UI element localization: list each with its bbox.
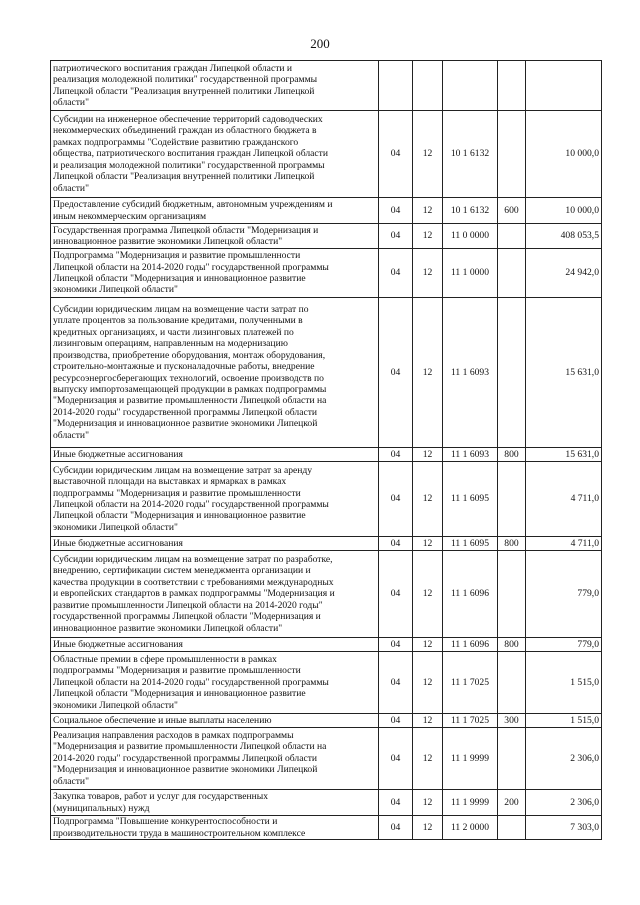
target-article-cell: 11 1 9999 <box>443 790 498 816</box>
amount-cell: 15 631,0 <box>526 298 602 448</box>
section-cell: 04 <box>379 111 413 198</box>
table-row <box>51 249 602 298</box>
row-name-cell: Государственная программа Липецкой области "Модернизация и инновационное развитие экономики Липецкой области" <box>51 224 379 249</box>
amount-cell: 15 631,0 <box>526 448 602 462</box>
section-cell <box>379 61 413 111</box>
target-article-cell: 11 1 7025 <box>443 714 498 728</box>
target-article-cell: 10 1 6132 <box>443 198 498 224</box>
amount-cell: 779,0 <box>526 551 602 638</box>
expense-type-cell: 800 <box>498 638 526 652</box>
amount-cell: 2 306,0 <box>526 790 602 816</box>
section-cell: 04 <box>379 537 413 551</box>
row-name-cell: Подпрограмма "Модернизация и развитие промышленности Липецкой области на 2014-2020 годы" государственной программы Липецкой области "Модернизация и инновационное развитие экономики Липецкой области" <box>51 249 379 298</box>
expense-type-cell <box>498 728 526 790</box>
table-row <box>51 448 602 462</box>
target-article-cell: 11 2 0000 <box>443 816 498 840</box>
expense-type-cell: 800 <box>498 537 526 551</box>
amount-cell: 4 711,0 <box>526 537 602 551</box>
row-name-cell: Областные премии в сфере промышленности в рамках подпрограммы "Модернизация и развитие промышленности Липецкой области на 2014-2020 годы" государственной программы Липецкой области "Модернизация и инновационное развитие экономики Липецкой области" <box>51 652 379 714</box>
table-row <box>51 652 602 714</box>
subsection-cell: 12 <box>413 551 443 638</box>
expense-type-cell <box>498 111 526 198</box>
expense-type-cell <box>498 298 526 448</box>
subsection-cell: 12 <box>413 728 443 790</box>
amount-cell: 2 306,0 <box>526 728 602 790</box>
row-name-cell: Субсидии юридическим лицам на возмещение затрат по разработке, внедрению, сертификации систем менеджмента организации и качества продукции в соответствии с требованиями международных и европейских стандартов в рамках подпрограммы "Модернизация и развитие промышленности Липецкой области на 2014-2020 годы" государственной программы Липецкой области "Модернизация и инновационное развитие экономики Липецкой области" <box>51 551 379 638</box>
row-name-cell: Предоставление субсидий бюджетным, автономным учреждениям и иным некоммерческим организациям <box>51 198 379 224</box>
subsection-cell: 12 <box>413 714 443 728</box>
amount-cell: 7 303,0 <box>526 816 602 840</box>
subsection-cell: 12 <box>413 298 443 448</box>
section-cell: 04 <box>379 790 413 816</box>
amount-cell: 779,0 <box>526 638 602 652</box>
table-row <box>51 728 602 790</box>
target-article-cell: 10 1 6132 <box>443 111 498 198</box>
table-row <box>51 111 602 198</box>
subsection-cell: 12 <box>413 652 443 714</box>
table-row <box>51 551 602 638</box>
section-cell: 04 <box>379 448 413 462</box>
row-name-cell: Социальное обеспечение и иные выплаты населению <box>51 714 379 728</box>
target-article-cell: 11 1 6095 <box>443 537 498 551</box>
expense-type-cell: 600 <box>498 198 526 224</box>
amount-cell: 408 053,5 <box>526 224 602 249</box>
amount-cell: 24 942,0 <box>526 249 602 298</box>
budget-table-body <box>51 61 602 840</box>
subsection-cell: 12 <box>413 249 443 298</box>
target-article-cell: 11 1 9999 <box>443 728 498 790</box>
row-name-cell: Иные бюджетные ассигнования <box>51 448 379 462</box>
row-name-cell: Субсидии юридическим лицам на возмещение части затрат по уплате процентов за пользование кредитами, полученными в кредитных организациях, и части лизинговых платежей по лизинговым операциям, направленным на модернизацию производства, приобретение оборудования, монтаж оборудования, строительно-монтажные и пусконаладочные работы, внедрение ресурсоэнергосберегающих технологий, освоение производств по выпуску импортозамещающей продукции в рамках подпрограммы "Модернизация и развитие промышленности Липецкой области на 2014-2020 годы" государственной программы Липецкой области "Модернизация и инновационное развитие экономики Липецкой области" <box>51 298 379 448</box>
section-cell: 04 <box>379 714 413 728</box>
table-row <box>51 714 602 728</box>
section-cell: 04 <box>379 728 413 790</box>
target-article-cell: 11 1 6096 <box>443 551 498 638</box>
row-name-cell: Субсидии юридическим лицам на возмещение затрат за аренду выставочной площади на выставках и ярмарках в рамках подпрограммы "Модернизация и развитие промышленности Липецкой области на 2014-2020 годы" государственной программы Липецкой области "Модернизация и инновационное развитие экономики Липецкой области" <box>51 462 379 537</box>
page-number: 200 <box>310 36 330 51</box>
target-article-cell <box>443 61 498 111</box>
subsection-cell: 12 <box>413 790 443 816</box>
section-cell: 04 <box>379 638 413 652</box>
section-cell: 04 <box>379 298 413 448</box>
expense-type-cell <box>498 61 526 111</box>
row-name-cell: патриотического воспитания граждан Липецкой области и реализация молодежной политики" государственной программы Липецкой области "Реализация внутренней политики Липецкой области" <box>51 61 379 111</box>
amount-cell: 4 711,0 <box>526 462 602 537</box>
table-row <box>51 61 602 111</box>
subsection-cell: 12 <box>413 638 443 652</box>
row-name-cell: Иные бюджетные ассигнования <box>51 537 379 551</box>
table-row <box>51 638 602 652</box>
table-row <box>51 298 602 448</box>
table-row <box>51 537 602 551</box>
table-row <box>51 198 602 224</box>
subsection-cell: 12 <box>413 816 443 840</box>
expense-type-cell <box>498 462 526 537</box>
expense-type-cell <box>498 551 526 638</box>
amount-cell <box>526 61 602 111</box>
amount-cell: 10 000,0 <box>526 111 602 198</box>
target-article-cell: 11 0 0000 <box>443 224 498 249</box>
expense-type-cell: 200 <box>498 790 526 816</box>
row-name-cell: Реализация направления расходов в рамках подпрограммы "Модернизация и развитие промышленности Липецкой области на 2014-2020 годы" государственной программы Липецкой области "Модернизация и инновационное развитие экономики Липецкой области" <box>51 728 379 790</box>
budget-table <box>50 60 602 840</box>
section-cell: 04 <box>379 816 413 840</box>
expense-type-cell <box>498 224 526 249</box>
table-row <box>51 462 602 537</box>
section-cell: 04 <box>379 224 413 249</box>
subsection-cell: 12 <box>413 537 443 551</box>
subsection-cell <box>413 61 443 111</box>
target-article-cell: 11 1 6093 <box>443 298 498 448</box>
amount-cell: 1 515,0 <box>526 652 602 714</box>
table-row <box>51 790 602 816</box>
target-article-cell: 11 1 6093 <box>443 448 498 462</box>
table-row <box>51 224 602 249</box>
expense-type-cell: 800 <box>498 448 526 462</box>
section-cell: 04 <box>379 551 413 638</box>
section-cell: 04 <box>379 198 413 224</box>
row-name-cell: Подпрограмма "Повышение конкурентоспособности и производительности труда в машиностроительном комплексе <box>51 816 379 840</box>
amount-cell: 1 515,0 <box>526 714 602 728</box>
subsection-cell: 12 <box>413 198 443 224</box>
expense-type-cell <box>498 816 526 840</box>
target-article-cell: 11 1 6095 <box>443 462 498 537</box>
subsection-cell: 12 <box>413 462 443 537</box>
section-cell: 04 <box>379 652 413 714</box>
section-cell: 04 <box>379 462 413 537</box>
row-name-cell: Субсидии на инженерное обеспечение территорий садоводческих некоммерческих объединений граждан из областного бюджета в рамках подпрограммы "Содействие развитию гражданского общества, патриотического воспитания граждан Липецкой области и реализация молодежной политики" государственной программы Липецкой области "Реализация внутренней политики Липецкой области" <box>51 111 379 198</box>
row-name-cell: Иные бюджетные ассигнования <box>51 638 379 652</box>
section-cell: 04 <box>379 249 413 298</box>
expense-type-cell <box>498 652 526 714</box>
expense-type-cell <box>498 249 526 298</box>
row-name-cell: Закупка товаров, работ и услуг для государственных (муниципальных) нужд <box>51 790 379 816</box>
subsection-cell: 12 <box>413 111 443 198</box>
target-article-cell: 11 1 7025 <box>443 652 498 714</box>
amount-cell: 10 000,0 <box>526 198 602 224</box>
target-article-cell: 11 1 0000 <box>443 249 498 298</box>
expense-type-cell: 300 <box>498 714 526 728</box>
target-article-cell: 11 1 6096 <box>443 638 498 652</box>
subsection-cell: 12 <box>413 224 443 249</box>
subsection-cell: 12 <box>413 448 443 462</box>
table-row <box>51 816 602 840</box>
